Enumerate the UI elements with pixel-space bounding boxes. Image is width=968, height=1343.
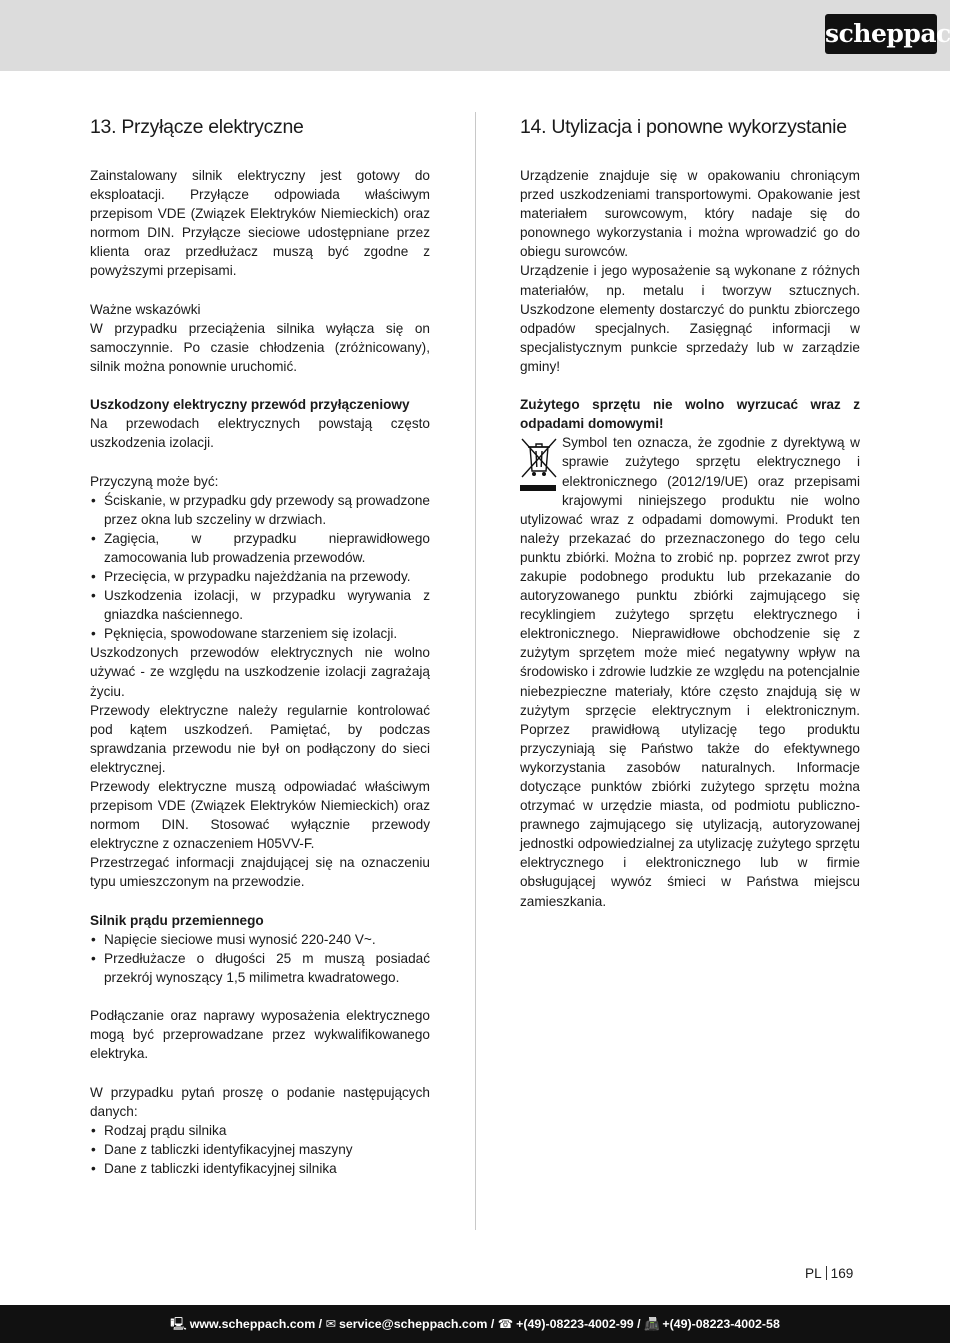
list-item: • Dane z tabliczki identyfikacyjnej silnika bbox=[90, 1159, 430, 1178]
notes-text: W przypadku przeciążenia silnika wyłącza się on samoczynnie. Po czasie chłodzenia (zróżnicowany), silnik można ponownie uruchomić. bbox=[90, 320, 430, 374]
intro-paragraph: Zainstalowany silnik elektryczny jest gotowy do eksploatacji. Przyłącze odpowiada właściwym przepisom VDE (Związek Elektryków Niemieckich) oraz normom DIN. Przyłącze sieciowe udostępniane przez klienta oraz przedłużacz muszą być zgodne z powyższymi przepisami. bbox=[90, 168, 430, 279]
footer-website-link[interactable]: www.scheppach.com bbox=[189, 1317, 316, 1331]
section-14-title: 14. Utylizacja i ponowne wykorzystanie bbox=[520, 116, 847, 138]
cable-standard-paragraph: Przewody elektryczne muszą odpowiadać właściwym przepisom VDE (Związek Elektryków Niemieckich) oraz normom DIN. Stosować wyłącznie przewody elektryczne z oznaczeniem H05VV-F. bbox=[90, 779, 430, 852]
footer-separator: / bbox=[633, 1317, 644, 1331]
list-item: • Zagięcia, w przypadku nieprawidłowego zamocowania lub prowadzenia przewodów. bbox=[90, 529, 430, 567]
crossed-out-bin-icon bbox=[520, 435, 558, 493]
footer-email-link[interactable]: service@scheppach.com bbox=[338, 1317, 488, 1331]
notes-heading: Ważne wskazówki bbox=[90, 301, 201, 317]
weee-block bbox=[520, 433, 860, 910]
page-number-value: 169 bbox=[830, 1266, 854, 1281]
causes-intro: Przyczyną może być: bbox=[90, 473, 219, 489]
weee-heading: Zużytego sprzętu nie wolno wyrzucać wraz z odpadami domowymi! bbox=[520, 397, 860, 432]
footer-separator: / bbox=[487, 1317, 498, 1331]
page-language: PL bbox=[805, 1266, 822, 1281]
list-item: • Przecięcia, w przypadku najeżdżania na przewody. bbox=[90, 567, 430, 586]
section-13-title: 13. Przyłącze elektryczne bbox=[90, 116, 304, 138]
damaged-cable-heading: Uszkodzony elektryczny przewód przyłączeniowy bbox=[90, 397, 410, 413]
ac-motor-heading: Silnik prądu przemiennego bbox=[90, 912, 264, 928]
header-bar bbox=[0, 0, 968, 71]
phone-icon: ☎ bbox=[497, 1317, 514, 1331]
footer-separator: / bbox=[315, 1317, 326, 1331]
damaged-cable-warning: Uszkodzonych przewodów elektrycznych nie wolno używać - ze względu na uszkodzenie izolacji zagrażają życiu. bbox=[90, 645, 430, 699]
footer-contact-bar bbox=[0, 1305, 950, 1343]
fax-icon: 📠 bbox=[643, 1317, 660, 1331]
type-label-paragraph: Przestrzegać informacji znajdującej się na oznaczeniu typu umieszczonym na przewodzie. bbox=[90, 855, 430, 890]
section-electrical-connection bbox=[90, 114, 430, 1178]
page-number bbox=[805, 1265, 853, 1283]
list-item: • Pęknięcia, spowodowane starzeniem się izolacji. bbox=[90, 624, 430, 643]
list-item: • Rodzaj prądu silnika bbox=[90, 1121, 430, 1140]
scheppach-logo: scheppach bbox=[825, 14, 937, 54]
inspection-paragraph: Przewody elektryczne należy regularnie kontrolować pod kątem uszkodzeń. Pamiętać, by podczas sprawdzania przewodu nie był on podłączony do sieci elektrycznej. bbox=[90, 702, 430, 775]
damaged-cable-text: Na przewodach elektrycznych powstają często uszkodzenia izolacji. bbox=[90, 416, 430, 451]
list-item: • Przedłużacze o długości 25 m muszą posiadać przekrój wynoszący 1,5 milimetra kwadratowego. bbox=[90, 949, 430, 987]
questions-list bbox=[90, 1121, 430, 1178]
weee-text: Symbol ten oznacza, że zgodnie z dyrektywą w sprawie zużytego sprzętu elektrycznego i elektronicznego (2012/19/UE) oraz przepisami krajowymi niniejszego produktu nie wolno utylizować wraz z odpadami domowymi. Produkt ten należy przekazać do przeznaczonego do tego celu punktu zbiórki. Można to zrobić np. poprzez zwrot przy zakupie podobnego produktu lub przekazanie do autoryzowanego punktu zbiórki zajmującego się recyklingiem zużytego sprzętu elektrycznego i elektronicznego. Nieprawidłowe obchodzenie się z zużytym sprzętem może mieć negatywny wpływ na środowisko i zdrowie ludzkie ze względu na potencjalnie niebezpieczne materiały, które często znajdują się w zużytym sprzęcie elektrycznym i elektronicznym. Poprzez prawidłową utylizację tego produktu przyczyniają się Państwo także do efektywnego wykorzystania zasobów naturalnych. Informacje dotyczące punktów zbiórki zużytego sprzętu można otrzymać w urzędzie miasta, od podmiotu publiczno-prawnego zajmującego się utylizacją, autoryzowanej jednostki odpowiedzialnej za utylizację zużytego sprzętu elektrycznego i elektronicznego lub w firmie obsługującej wywóz śmieci w Państwa miejscu zamieszkania. bbox=[520, 435, 860, 909]
packaging-paragraph: Urządzenie znajduje się w opakowaniu chroniącym przed uszkodzeniami transportowymi. Opakowanie jest materiałem surowcowym, który nadaje się do ponownego wykorzystania i można wprowadzić go do obiegu surowców. bbox=[520, 168, 860, 260]
page-number-divider bbox=[826, 1266, 827, 1280]
list-item: • Uszkodzenia izolacji, w przypadku wyrywania z gniazdka naściennego. bbox=[90, 586, 430, 624]
footer-fax: +(49)-08223-4002-58 bbox=[662, 1317, 780, 1331]
mail-icon: ✉ bbox=[325, 1317, 336, 1331]
computer-icon: 🖳 bbox=[170, 1317, 187, 1331]
list-item: • Napięcie sieciowe musi wynosić 220-240 V~. bbox=[90, 930, 430, 949]
list-item: • Dane z tabliczki identyfikacyjnej maszyny bbox=[90, 1140, 430, 1159]
column-divider bbox=[475, 112, 476, 1230]
qualified-electrician-paragraph: Podłączanie oraz naprawy wyposażenia elektrycznego mogą być przeprowadzane przez wykwalifikowanego elektryka. bbox=[90, 1008, 430, 1062]
ac-motor-list bbox=[90, 930, 430, 987]
causes-list bbox=[90, 491, 430, 644]
materials-paragraph: Urządzenie i jego wyposażenie są wykonane z różnych materiałów, np. metalu i tworzyw sztucznych. Uszkodzone elementy dostarczyć do punktu zbiorczego odpadów specjalnych. Zasięgnąć informacji w specjalistycznym punkcie sprzedaży lub w zarządzie gminy! bbox=[520, 263, 860, 374]
footer-phone: +(49)-08223-4002-99 bbox=[516, 1317, 634, 1331]
list-item: • Ściskanie, w przypadku gdy przewody są prowadzone przez okna lub szczeliny w drzwiach. bbox=[90, 491, 430, 529]
questions-intro: W przypadku pytań proszę o podanie następujących danych: bbox=[90, 1084, 430, 1119]
section-disposal-recycling bbox=[520, 114, 860, 911]
